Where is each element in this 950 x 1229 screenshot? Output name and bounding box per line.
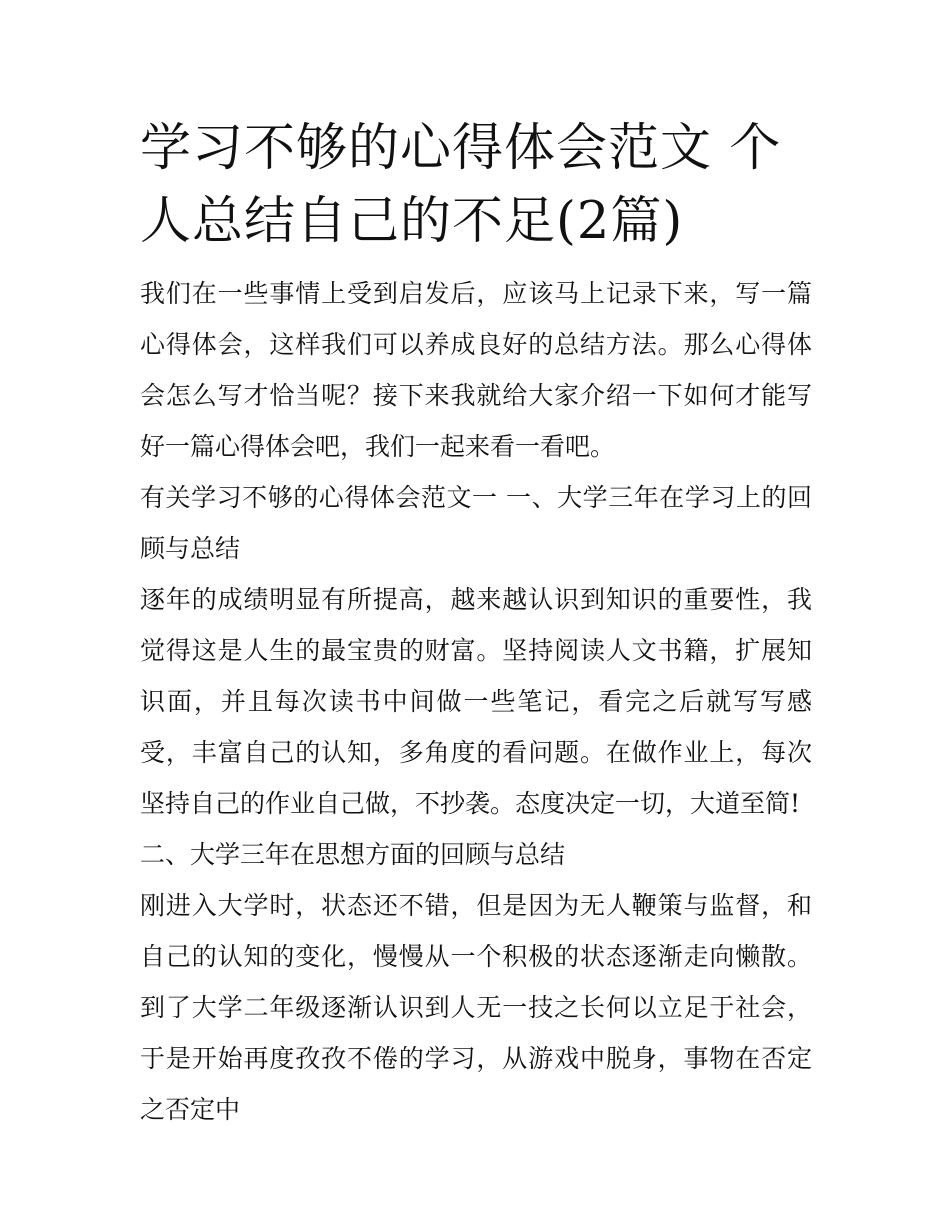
paragraph-intro: 我们在一些事情上受到启发后，应该马上记录下来，写一篇心得体会，这样我们可以养成良好的总结方法。那么心得体会怎么写才恰当呢？接下来我就给大家介绍一下如何才能写好一篇心得体会吧，我们一起来看一看吧。 [140, 279, 812, 461]
paragraph-section-one-heading: 有关学习不够的心得体会范文一 一、大学三年在学习上的回顾与总结 [140, 483, 812, 563]
paragraph-section-two-heading: 二、大学三年在思想方面的回顾与总结 [140, 840, 566, 869]
paragraph-study-review: 逐年的成绩明显有所提高，越来越认识到知识的重要性，我觉得这是人生的最宝贵的财富。坚持阅读人文书籍，扩展知识面，并且每次读书中间做一些笔记，看完之后就写写感受，丰富自己的认知，多角度的看问题。在做作业上，每次坚持自己的作业自己做，不抄袭。态度决定一切，大道至简! [140, 585, 812, 818]
document-body [140, 112, 812, 1135]
document-title: 学习不够的心得体会范文 个人总结自己的不足(2篇) [140, 119, 782, 251]
paragraph-thought-review: 刚进入大学时，状态还不错，但是因为无人鞭策与监督，和自己的认知的变化，慢慢从一个积极的状态逐渐走向懒散。到了大学二年级逐渐认识到人无一技之长何以立足于社会，于是开始再度孜孜不倦的学习，从游戏中脱身，事物在否定之否定中 [140, 891, 812, 1124]
